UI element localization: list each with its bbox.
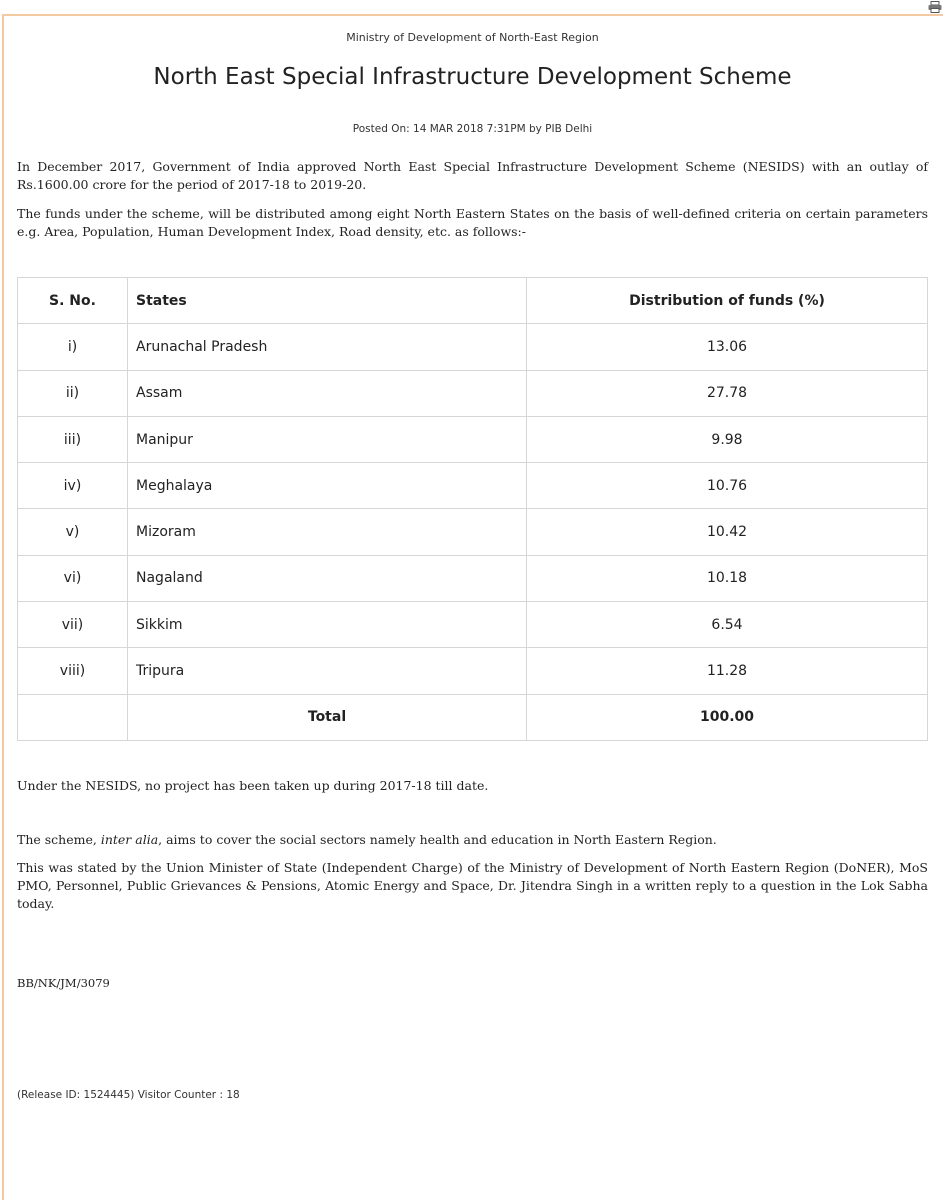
table-row <box>18 370 928 416</box>
row-state: Assam <box>128 370 527 416</box>
total-row <box>18 694 928 740</box>
total-value: 100.00 <box>527 694 928 740</box>
total-label: Total <box>128 694 527 740</box>
row-sno: i) <box>18 324 128 370</box>
table-row <box>18 324 928 370</box>
row-percent: 11.28 <box>527 648 928 694</box>
header-states: States <box>128 278 527 324</box>
total-sno-empty <box>18 694 128 740</box>
ministry-name: Ministry of Development of North-East Region <box>346 31 599 44</box>
row-sno: vii) <box>18 602 128 648</box>
row-percent: 10.42 <box>527 509 928 555</box>
nesids-status-paragraph: Under the NESIDS, no project has been taken up during 2017-18 till date. <box>17 778 489 793</box>
top-bar <box>0 0 945 14</box>
row-state: Mizoram <box>128 509 527 555</box>
row-percent: 9.98 <box>527 416 928 462</box>
row-state: Arunachal Pradesh <box>128 324 527 370</box>
row-sno: vi) <box>18 555 128 601</box>
row-sno: v) <box>18 509 128 555</box>
reference-code: BB/NK/JM/3079 <box>17 976 110 990</box>
table-row <box>18 602 928 648</box>
row-percent: 13.06 <box>527 324 928 370</box>
scheme-aim-paragraph <box>17 831 928 849</box>
row-percent: 27.78 <box>527 370 928 416</box>
page-title: North East Special Infrastructure Development Scheme <box>153 64 792 90</box>
table-row <box>18 509 928 555</box>
row-sno: iv) <box>18 463 128 509</box>
row-sno: iii) <box>18 416 128 462</box>
row-percent: 6.54 <box>527 602 928 648</box>
table-header-row <box>18 278 928 324</box>
table-row <box>18 648 928 694</box>
row-sno: viii) <box>18 648 128 694</box>
inter-alia-text: inter alia <box>100 832 159 847</box>
header-sno: S. No. <box>18 278 128 324</box>
table-row <box>18 555 928 601</box>
print-button[interactable] <box>927 0 943 14</box>
posted-on: Posted On: 14 MAR 2018 7:31PM by PIB Delhi <box>352 123 593 135</box>
row-state: Meghalaya <box>128 463 527 509</box>
header-distribution: Distribution of funds (%) <box>527 278 928 324</box>
row-percent: 10.76 <box>527 463 928 509</box>
minister-statement-paragraph: This was stated by the Union Minister of State (Independent Charge) of the Ministry of Development of North Eastern Region (DoNER), MoS PMO, Personnel, Public Grievances & Pensions, Atomic Energy and Space, Dr. Jitendra Singh in a written reply to a question in the Lok Sabha today. <box>17 860 928 911</box>
row-state: Sikkim <box>128 602 527 648</box>
scheme-aim-text-start: The scheme, <box>17 832 101 847</box>
release-id: (Release ID: 1524445) Visitor Counter : 18 <box>17 1089 240 1101</box>
row-state: Manipur <box>128 416 527 462</box>
funds-table <box>17 277 928 741</box>
table-row <box>18 416 928 462</box>
table-row <box>18 463 928 509</box>
row-state: Nagaland <box>128 555 527 601</box>
printer-icon <box>928 1 942 13</box>
row-sno: ii) <box>18 370 128 416</box>
intro-paragraph: In December 2017, Government of India approved North East Special Infrastructure Development Scheme (NESIDS) with an outlay of Rs.1600.00 crore for the period of 2017-18 to 2019-20. <box>17 159 928 192</box>
row-state: Tripura <box>128 648 527 694</box>
row-percent: 10.18 <box>527 555 928 601</box>
distribution-paragraph: The funds under the scheme, will be distributed among eight North Eastern States on the basis of well-defined criteria on certain parameters e.g. Area, Population, Human Development Index, Road density, etc. as follows:- <box>17 206 928 239</box>
scheme-aim-text-end: , aims to cover the social sectors namely health and education in North Eastern Region. <box>158 832 717 847</box>
